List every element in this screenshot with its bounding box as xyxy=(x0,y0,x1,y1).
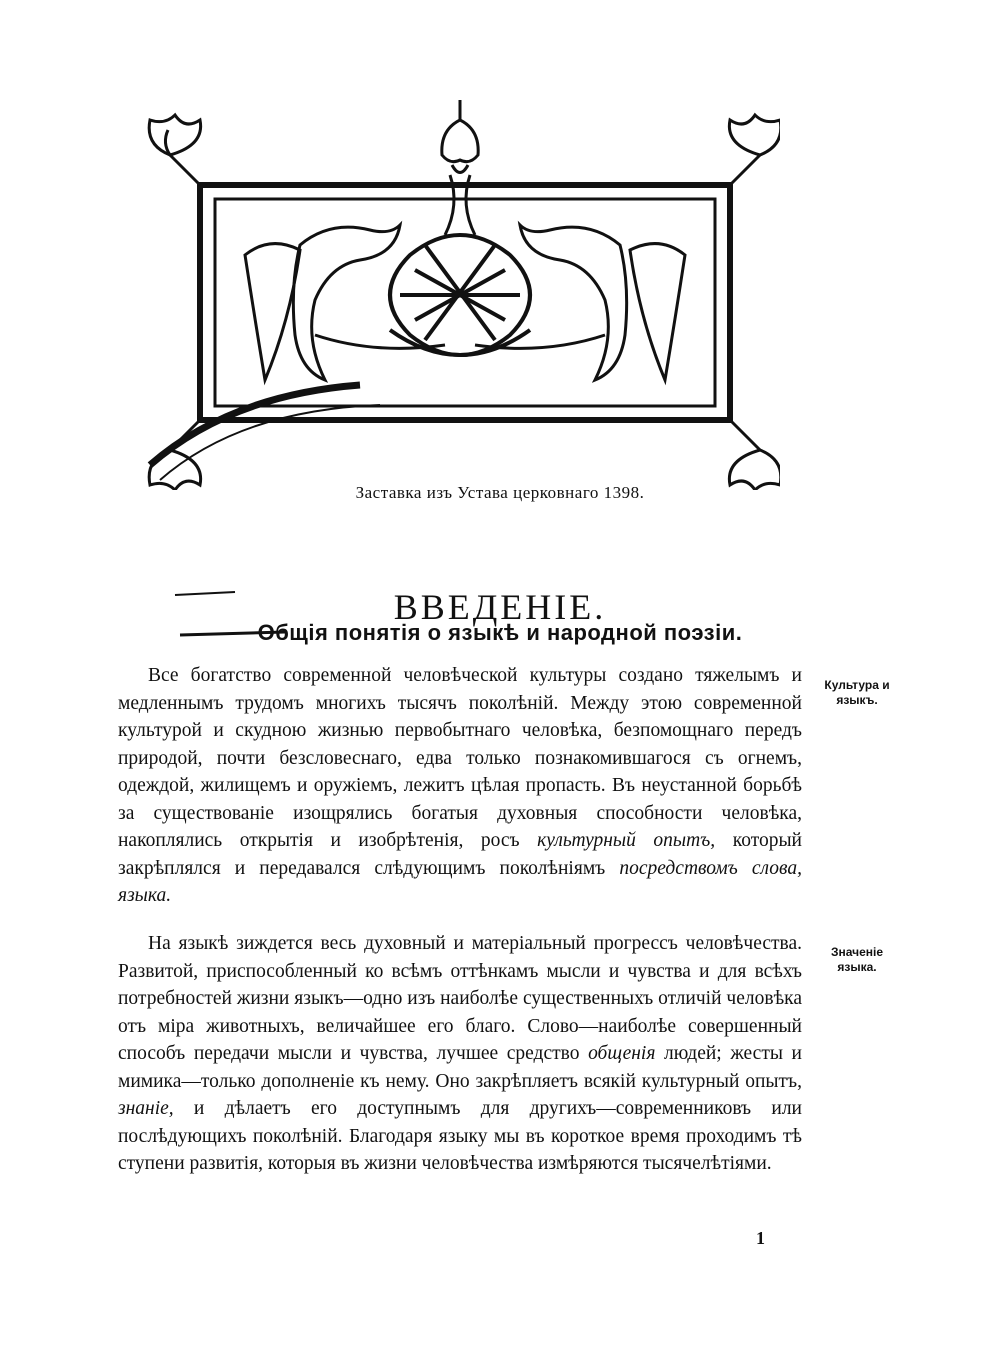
corner-ornament-bottom-right xyxy=(729,420,780,490)
ornament-caption: Заставка изъ Устава церковнаго 1398. xyxy=(355,483,645,502)
page-title: ВВЕДЕНІЕ. xyxy=(393,587,607,628)
corner-ornament-top-left xyxy=(149,115,200,185)
emphasis-text: посредствомъ слова, языка. xyxy=(118,857,802,906)
paragraph-text: Все богатство современной человѣческой культуры создано тяжелымъ и медленнымъ трудомъ многихъ тысячъ поколѣній. Между этою современной культурой и скудною жизнью первобытнаго человѣка, безпомощнаго передъ природой, почти безсловеснаго, едва только познакомившагося съ огнемъ, одеждой, жилищемъ и оружіемъ, лежитъ цѣлая пропасть. Въ неустанной борьбѣ за существованіе изощрялись богатыя духовныя способности человѣка, накоплялись открытія и изобрѣтенія, росъ xyxy=(118,665,802,851)
emphasis-text: культурный опытъ, xyxy=(537,830,716,851)
paragraph-text: и дѣлаетъ его доступнымъ для другихъ—современниковъ или послѣдующихъ поколѣній. Благодаря языку мы въ короткое время проходимъ тѣ ступени развитія, которыя въ жизни человѣчества измѣряются тысячелѣтіями. xyxy=(118,1098,802,1174)
page-number: 1 xyxy=(756,1228,765,1248)
paragraph-culture xyxy=(118,662,802,910)
corner-ornament-top-right xyxy=(729,115,780,185)
margin-note-culture: Культура и языкъ. xyxy=(824,678,890,707)
paragraph-language-meaning xyxy=(118,930,802,1178)
top-center-ornament xyxy=(442,100,478,235)
paragraph-text: На языкѣ зиждется весь духовный и матеріальный прогрессъ человѣчества. Развитой, приспособленный ко всѣмъ оттѣнкамъ мысли и чувства и для всѣхъ потребностей жизни языкъ—одно изъ наиболѣе существенныхъ отличій человѣка отъ міра животныхъ, величайшее его благо. Слово—наиболѣе совершенный способъ передачи мысли и чувства, лучшее средство xyxy=(118,933,802,1064)
paragraph-text: людей; жесты и мимика—только дополненіе къ нему. Оно закрѣпляетъ всякій культурный опытъ, xyxy=(118,1043,802,1092)
headpiece-ornament xyxy=(140,95,780,490)
emphasis-text: знаніе, xyxy=(118,1098,174,1119)
margin-note-meaning: Значеніе языка. xyxy=(830,945,884,974)
paragraph-text: который закрѣплялся и передавался слѣдующимъ поколѣніямъ xyxy=(118,830,802,879)
emphasis-text: общенія xyxy=(588,1043,656,1064)
section-subtitle: Общія понятія о языкѣ и народной поэзіи. xyxy=(257,620,743,645)
